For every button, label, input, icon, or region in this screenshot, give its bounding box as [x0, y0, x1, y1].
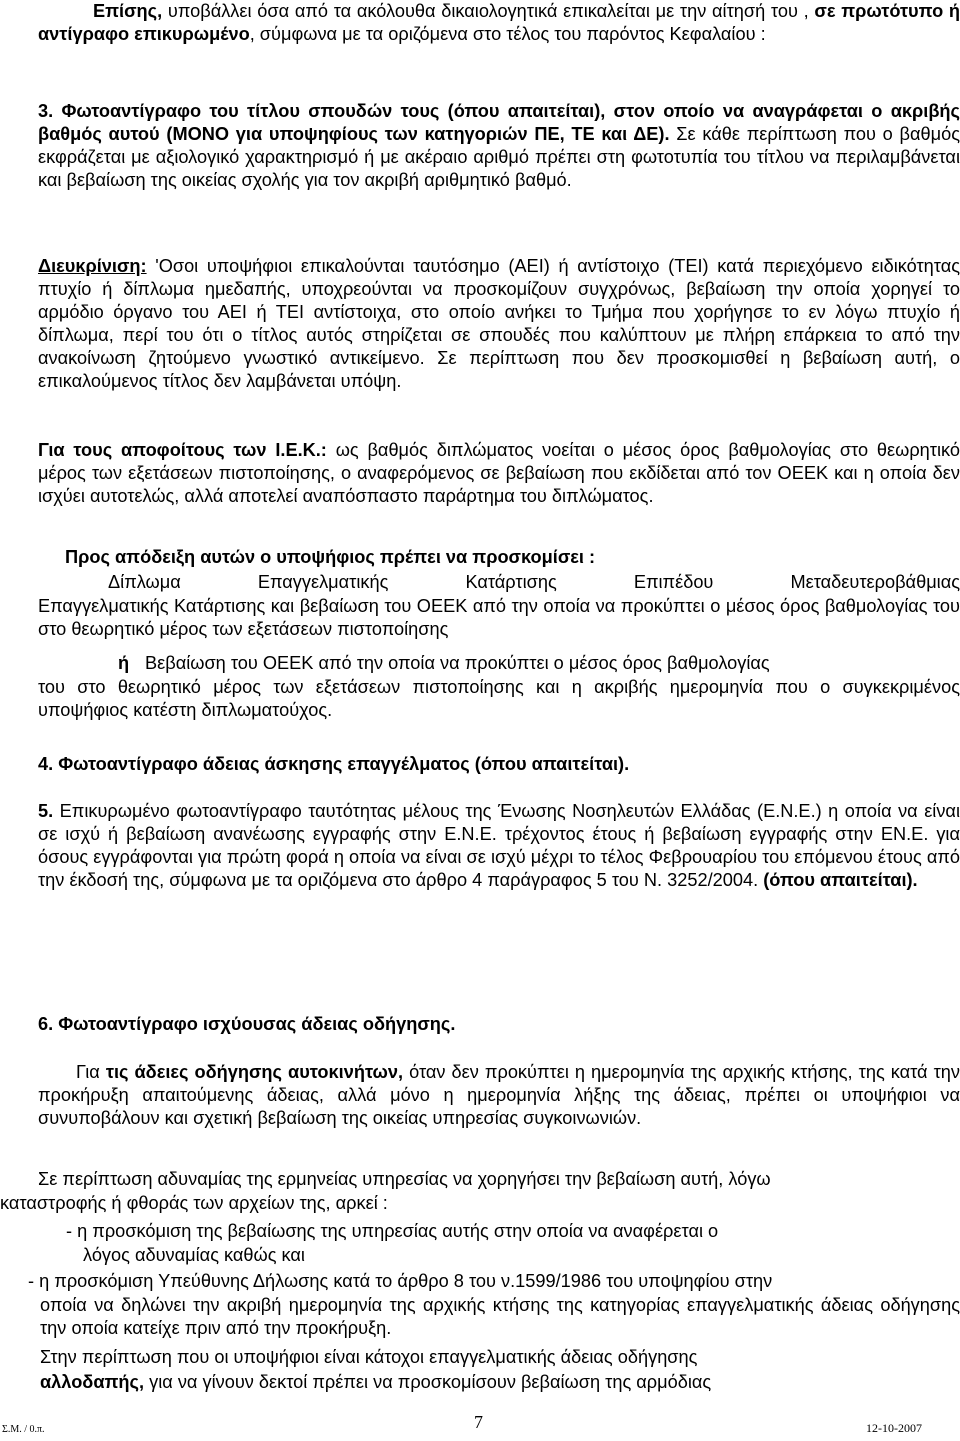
license-text-2: όταν δεν προκύπτει η ημερομηνία της αρχικής κτήσης, της κατά την προκήρυξη απαιτούμενης άδειας, αλλά μόνο η ημερομηνία λήξης της άδειας, πρέπει οι υποψήφιοι να συνυποβάλουν και σχετική βεβαίωση της οικείας υπηρεσίας συγκοινωνιών. [38, 1062, 960, 1128]
license-bold: τις άδειες οδήγησης αυτοκινήτων, [105, 1062, 404, 1082]
license-text-1: Για [76, 1062, 106, 1082]
page-number: 7 [474, 1412, 483, 1432]
dash-2-rest: οποία να δηλώνει την ακριβή ημερομηνία της αρχικής κτήσης της κατηγορίας επαγγελματικής άδειας οδήγησης την οποία κατείχε πριν από την προκήρυξη. [40, 1295, 960, 1338]
proof-heading: Προς απόδειξη αυτών ο υποψήφιος πρέπει να προσκομίσει : [65, 547, 596, 567]
footer-initials: Σ.Μ. / 0.π. [2, 1424, 45, 1435]
item-4: 4. Φωτοαντίγραφο άδειας άσκησης επαγγέλματος (όπου απαιτείται). [38, 754, 630, 774]
license-paragraph [38, 1061, 960, 1130]
dash-2-line-1: - η προσκόμιση Υπεύθυνης Δήλωσης κατά το άρθρο 8 του ν.1599/1986 του υποψηφίου στην [28, 1271, 773, 1291]
foreign-bold: αλλοδαπής, [40, 1372, 145, 1392]
item-3-degree-copy [38, 100, 960, 192]
intro-also: Επίσης, [93, 1, 163, 21]
diploma-line-1: Δίπλωμα Επαγγελματικής Κατάρτισης Επιπέδου Μεταδευτεροβάθμιας [108, 572, 960, 592]
item-3-heading: 3. Φωτοαντίγραφο του τίτλου σπουδών τους (όπου απαιτείται), στον οποίο να αναγράφεται ο ακριβής βαθμός αυτού (ΜΟΝΟ για υποψηφίους των κατηγοριών ΠΕ, ΤΕ και ΔΕ). [38, 101, 960, 144]
foreign-line-1: Στην περίπτωση που οι υποψήφιοι είναι κάτοχοι επαγγελματικής άδειας οδήγησης [40, 1347, 698, 1367]
item-3-text: Σε κάθε περίπτωση που ο βαθμός εκφράζεται με αξιολογικό χαρακτηρισμό ή με ακέραιο αριθμό πρέπει στη φωτοτυπία του τίτλου να περιλαμβάνεται και βεβαίωση της οικείας σχολής για τον ακριβή αριθμητικό βαθμό. [38, 124, 960, 190]
or-cert-rest: του στο θεωρητικό μέρος των εξετάσεων πιστοποίησης και η ακριβής ημερομηνία που ο συγκεκριμένος υποψήφιος κατέστη διπλωματούχος. [38, 677, 960, 720]
foreign-line-2 [40, 1371, 711, 1394]
iek-graduates-paragraph [38, 439, 960, 508]
intro-text-2: , σύμφωνα με τα οριζόμενα στο τέλος του παρόντος Κεφαλαίου : [249, 24, 766, 44]
item-5-text: Επικυρωμένο φωτοαντίγραφο ταυτότητας μέλους της Ένωσης Νοσηλευτών Ελλάδας (Ε.Ν.Ε.) η οποία να είναι σε ισχύ ή βεβαίωση ανανέωσης εγγραφής στην Ε.Ν.Ε. τρέχοντος έτους ή βεβαίωση εγγραφής στην ΕΝ.Ε. για όσους εγγράφονται για πρώτη φορά η οποία να είναι σε ισχύ μέχρι το τέλος Φεβρουαρίου του επόμενου έτους από την έκδοσή της, σύμφωνα με τα οριζόμενα στο άρθρο 4 παράγραφος 5 του Ν. 3252/2004. [38, 801, 960, 890]
clarification-text: 'Οσοι υποψήφιοι επικαλούνται ταυτόσημο (ΑΕΙ) ή αντίστοιχο (ΤΕΙ) κατά περιεχόμενο ειδικότητας πτυχίο ή δίπλωμα ημεδαπής, υποχρεούνται να προσκομίζουν συγχρόνως, βεβαίωση την οποία χορηγεί το αρμόδιο όργανο του ΑΕΙ ή ΤΕΙ αντίστοιχα, στο οποίο ανήκει το Τμήμα που χορήγησε το εν λόγω πτυχίο ή δίπλωμα, περί του ότι ο τίτλος αυτός στηρίζεται σε σπουδές που καλύπτουν με πλήρη επάρκεια το από την ανακοίνωση ζητούμενο γνωστικό αντικείμενο. Σε περίπτωση που δεν προσκομισθεί η βεβαίωση αυτή, ο επικαλούμενος τίτλος δεν λαμβάνεται υπόψη. [38, 256, 960, 391]
iek-text: ως βαθμός διπλώματος νοείται ο μέσος όρος βαθμολογίας στο θεωρητικό μέρος των εξετάσεων πιστοποίησης, ο αναφερόμενος σε βεβαίωση που εκδίδεται από τον ΟΕΕΚ και η οποία δεν ισχύει αυτοτελώς, αλλά αποτελεί αναπόσπαστο παράρτημα του διπλώματος. [38, 440, 960, 506]
dash-1-line-2: λόγος αδυναμίας καθώς και [83, 1245, 305, 1265]
item-5 [38, 800, 960, 892]
item-6: 6. Φωτοαντίγραφο ισχύουσας άδειας οδήγησης. [38, 1014, 456, 1034]
or-word: ή [118, 653, 130, 673]
dash-1-line-1: - η προσκόμιση της βεβαίωσης της υπηρεσίας αυτής στην οποία να αναφέρεται ο [66, 1221, 719, 1241]
item-5-number: 5. [38, 801, 54, 821]
lack-line-1: Σε περίπτωση αδυναμίας της ερμηνείας υπηρεσίας να χορηγήσει την βεβαίωση αυτή, λόγω [38, 1169, 771, 1189]
intro-paragraph [38, 0, 960, 46]
item-5-where-required: (όπου απαιτείται). [758, 870, 918, 890]
clarification-label: Διευκρίνιση: [38, 256, 147, 276]
intro-original-copy: σε πρωτότυπο ή αντίγραφο επικυρωμένο [38, 1, 960, 44]
footer-date: 12-10-2007 [866, 1421, 922, 1435]
intro-text-1: υποβάλλει όσα από τα ακόλουθα δικαιολογητικά επικαλείται με την αίτησή του , [162, 1, 809, 21]
lack-line-2: καταστροφής ή φθοράς των αρχείων της, αρκεί : [0, 1193, 388, 1213]
iek-label: Για τους αποφοίτους των Ι.Ε.Κ.: [38, 440, 327, 460]
or-cert-line-1: Βεβαίωση του ΟΕΕΚ από την οποία να προκύπτει ο μέσος όρος βαθμολογίας [145, 653, 770, 673]
foreign-text: για να γίνουν δεκτοί πρέπει να προσκομίσουν βεβαίωση της αρμόδιας [144, 1372, 712, 1392]
diploma-rest: Επαγγελματικής Κατάρτισης και βεβαίωση του ΟΕΕΚ από την οποία να προκύπτει ο μέσος όρος βαθμολογίας του στο θεωρητικό μέρος των εξετάσεων πιστοποίησης [38, 596, 960, 639]
clarification-paragraph [38, 255, 960, 393]
